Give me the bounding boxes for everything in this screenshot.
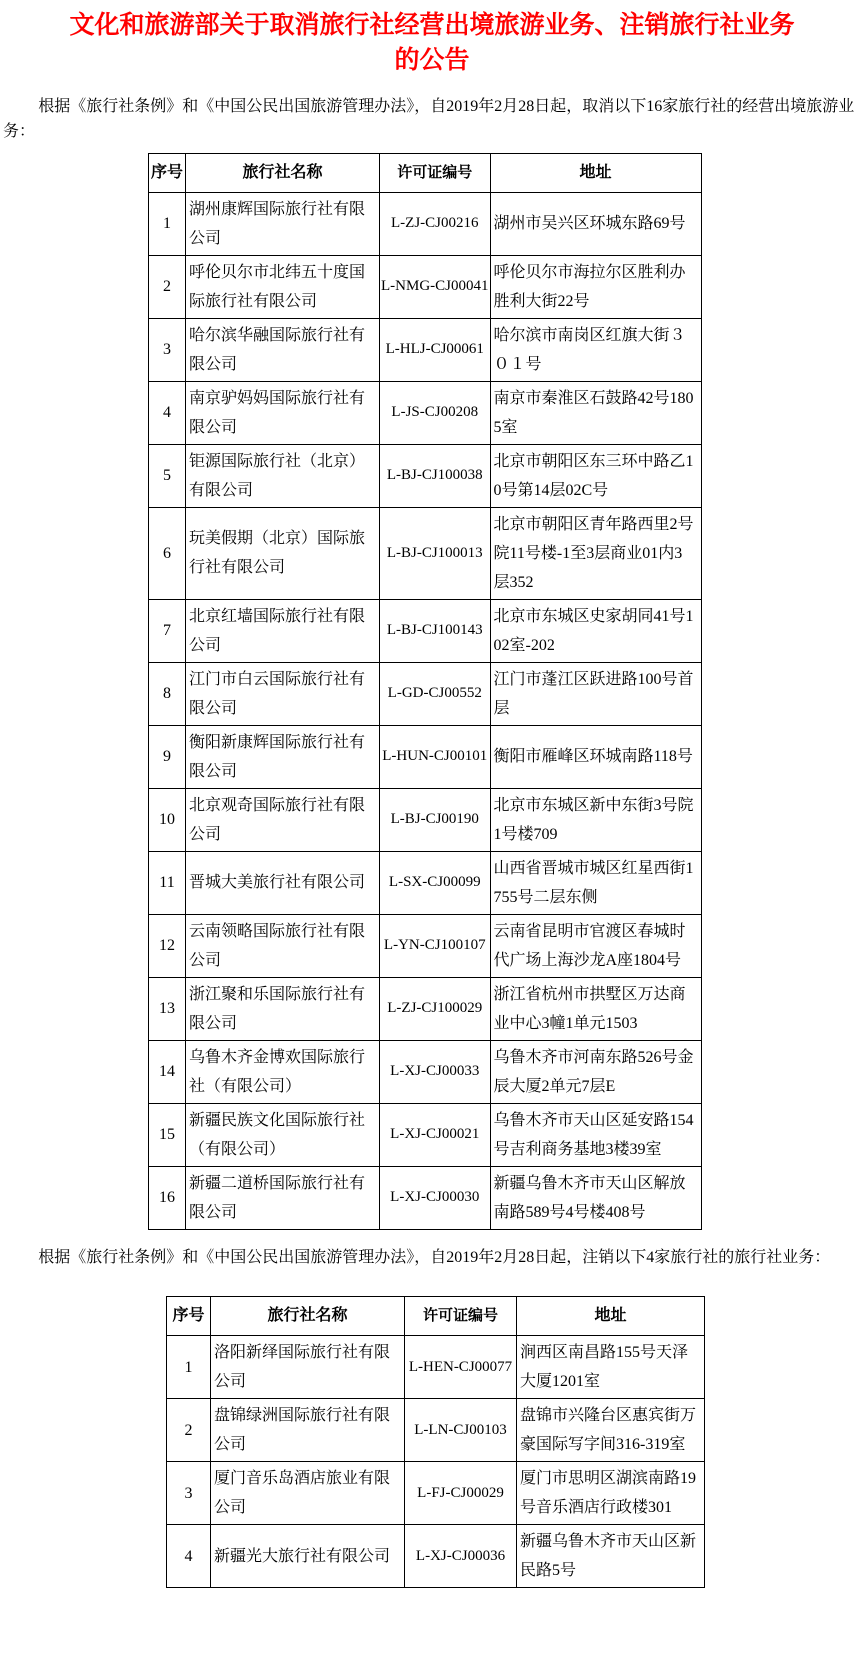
cell-seq: 4 [167, 1525, 211, 1588]
cell-license-number: L-YN-CJ100107 [380, 914, 491, 977]
cell-seq: 2 [167, 1399, 211, 1462]
cell-agency-name: 盘锦绿洲国际旅行社有限公司 [211, 1399, 405, 1462]
cell-agency-name: 新疆光大旅行社有限公司 [211, 1525, 405, 1588]
table-row [149, 725, 702, 788]
header-row [149, 153, 702, 192]
cell-seq: 12 [149, 914, 186, 977]
cell-license-number: L-XJ-CJ00036 [405, 1525, 517, 1588]
cell-address: 北京市东城区史家胡同41号102室-202 [490, 599, 701, 662]
table-row [149, 662, 702, 725]
cell-seq: 14 [149, 1040, 186, 1103]
revoke-table-header [167, 1297, 705, 1336]
cell-address: 盘锦市兴隆台区惠宾街万豪国际写字间316-319室 [517, 1399, 705, 1462]
cell-agency-name: 哈尔滨华融国际旅行社有限公司 [186, 318, 380, 381]
column-header-address: 地址 [517, 1297, 705, 1336]
cell-agency-name: 玩美假期（北京）国际旅行社有限公司 [186, 507, 380, 599]
cell-seq: 16 [149, 1166, 186, 1229]
cell-address: 乌鲁木齐市河南东路526号金辰大厦2单元7层E [490, 1040, 701, 1103]
cell-address: 北京市朝阳区青年路西里2号院11号楼-1至3层商业01内3层352 [490, 507, 701, 599]
cell-license-number: L-LN-CJ00103 [405, 1399, 517, 1462]
cell-license-number: L-SX-CJ00099 [380, 851, 491, 914]
cell-address: 厦门市思明区湖滨南路19号音乐酒店行政楼301 [517, 1462, 705, 1525]
table-row [167, 1399, 705, 1462]
cell-agency-name: 洛阳新绎国际旅行社有限公司 [211, 1336, 405, 1399]
cell-agency-name: 北京观奇国际旅行社有限公司 [186, 788, 380, 851]
cell-license-number: L-ZJ-CJ100029 [380, 977, 491, 1040]
cell-seq: 3 [149, 318, 186, 381]
cell-address: 云南省昆明市官渡区春城时代广场上海沙龙A座1804号 [490, 914, 701, 977]
table-row [149, 192, 702, 255]
cancel-agencies-table [148, 153, 702, 1230]
cell-address: 湖州市吴兴区环城东路69号 [490, 192, 701, 255]
table-row [149, 381, 702, 444]
cell-agency-name: 厦门音乐岛酒店旅业有限公司 [211, 1462, 405, 1525]
cell-seq: 15 [149, 1103, 186, 1166]
page-title: 文化和旅游部关于取消旅行社经营出境旅游业务、注销旅行社业务的公告 [69, 11, 795, 74]
cell-license-number: L-BJ-CJ100143 [380, 599, 491, 662]
cell-seq: 7 [149, 599, 186, 662]
cell-address: 北京市朝阳区东三环中路乙10号第14层02C号 [490, 444, 701, 507]
cell-agency-name: 湖州康辉国际旅行社有限公司 [186, 192, 380, 255]
table-row [149, 444, 702, 507]
cell-agency-name: 浙江聚和乐国际旅行社有限公司 [186, 977, 380, 1040]
cell-address: 北京市东城区新中东街3号院1号楼709 [490, 788, 701, 851]
column-header-license: 许可证编号 [405, 1297, 517, 1336]
cell-seq: 6 [149, 507, 186, 599]
cell-agency-name: 江门市白云国际旅行社有限公司 [186, 662, 380, 725]
table-row [149, 507, 702, 599]
cell-license-number: L-JS-CJ00208 [380, 381, 491, 444]
cell-seq: 3 [167, 1462, 211, 1525]
table-row [149, 851, 702, 914]
cell-seq: 1 [149, 192, 186, 255]
table-row [149, 977, 702, 1040]
cell-seq: 2 [149, 255, 186, 318]
cell-address: 浙江省杭州市拱墅区万达商业中心3幢1单元1503 [490, 977, 701, 1040]
table-row [149, 599, 702, 662]
cell-license-number: L-BJ-CJ100013 [380, 507, 491, 599]
column-header-address: 地址 [490, 153, 701, 192]
cell-license-number: L-HEN-CJ00077 [405, 1336, 517, 1399]
column-header-name: 旅行社名称 [186, 153, 380, 192]
column-header-seq: 序号 [167, 1297, 211, 1336]
cell-license-number: L-BJ-CJ00190 [380, 788, 491, 851]
cell-address: 涧西区南昌路155号天泽大厦1201室 [517, 1336, 705, 1399]
table-row [167, 1336, 705, 1399]
cell-seq: 1 [167, 1336, 211, 1399]
cell-seq: 13 [149, 977, 186, 1040]
column-header-seq: 序号 [149, 153, 186, 192]
table-row [149, 788, 702, 851]
cell-agency-name: 云南领略国际旅行社有限公司 [186, 914, 380, 977]
header-row [167, 1297, 705, 1336]
intro-paragraph-revoke: 根据《旅行社条例》和《中国公民出国旅游管理办法》，自2019年2月28日起，注销以下4家旅行社的旅行社业务： [38, 1248, 831, 1266]
cell-address: 江门市蓬江区跃进路100号首层 [490, 662, 701, 725]
table-row [149, 318, 702, 381]
revoke-agencies-table [166, 1296, 705, 1588]
intro-paragraph-cancel: 根据《旅行社条例》和《中国公民出国旅游管理办法》，自2019年2月28日起，取消以下16家旅行社的经营出境旅游业务： [3, 98, 855, 140]
revoke-table-body [167, 1336, 705, 1588]
cancel-table-header [149, 153, 702, 192]
cell-license-number: L-ZJ-CJ00216 [380, 192, 491, 255]
cell-address: 衡阳市雁峰区环城南路118号 [490, 725, 701, 788]
table-row [149, 1040, 702, 1103]
cancel-table-body [149, 192, 702, 1229]
cell-agency-name: 乌鲁木齐金博欢国际旅行社（有限公司） [186, 1040, 380, 1103]
table-row [149, 1103, 702, 1166]
cell-license-number: L-XJ-CJ00021 [380, 1103, 491, 1166]
cell-seq: 9 [149, 725, 186, 788]
cell-license-number: L-XJ-CJ00030 [380, 1166, 491, 1229]
cell-license-number: L-NMG-CJ00041 [380, 255, 491, 318]
cell-address: 新疆乌鲁木齐市天山区新民路5号 [517, 1525, 705, 1588]
cell-seq: 8 [149, 662, 186, 725]
cell-license-number: L-HUN-CJ00101 [380, 725, 491, 788]
table-row [149, 255, 702, 318]
column-header-license: 许可证编号 [380, 153, 491, 192]
table-row [149, 914, 702, 977]
cell-agency-name: 南京驴妈妈国际旅行社有限公司 [186, 381, 380, 444]
cell-license-number: L-FJ-CJ00029 [405, 1462, 517, 1525]
cell-address: 哈尔滨市南岗区红旗大街３０１号 [490, 318, 701, 381]
cell-agency-name: 钜源国际旅行社（北京）有限公司 [186, 444, 380, 507]
column-header-name: 旅行社名称 [211, 1297, 405, 1336]
cell-seq: 4 [149, 381, 186, 444]
cell-seq: 5 [149, 444, 186, 507]
cell-address: 南京市秦淮区石鼓路42号1805室 [490, 381, 701, 444]
cell-license-number: L-HLJ-CJ00061 [380, 318, 491, 381]
cell-address: 乌鲁木齐市天山区延安路154号吉利商务基地3楼39室 [490, 1103, 701, 1166]
cell-agency-name: 新疆二道桥国际旅行社有限公司 [186, 1166, 380, 1229]
cell-agency-name: 呼伦贝尔市北纬五十度国际旅行社有限公司 [186, 255, 380, 318]
table-row [167, 1462, 705, 1525]
cell-license-number: L-XJ-CJ00033 [380, 1040, 491, 1103]
cell-agency-name: 衡阳新康辉国际旅行社有限公司 [186, 725, 380, 788]
cell-license-number: L-BJ-CJ100038 [380, 444, 491, 507]
cell-address: 新疆乌鲁木齐市天山区解放南路589号4号楼408号 [490, 1166, 701, 1229]
cell-seq: 11 [149, 851, 186, 914]
cell-agency-name: 新疆民族文化国际旅行社（有限公司） [186, 1103, 380, 1166]
table-row [167, 1525, 705, 1588]
cell-address: 山西省晋城市城区红星西街1755号二层东侧 [490, 851, 701, 914]
cell-agency-name: 晋城大美旅行社有限公司 [186, 851, 380, 914]
cell-license-number: L-GD-CJ00552 [380, 662, 491, 725]
cell-address: 呼伦贝尔市海拉尔区胜利办胜利大街22号 [490, 255, 701, 318]
cell-seq: 10 [149, 788, 186, 851]
cell-agency-name: 北京红墙国际旅行社有限公司 [186, 599, 380, 662]
table-row [149, 1166, 702, 1229]
